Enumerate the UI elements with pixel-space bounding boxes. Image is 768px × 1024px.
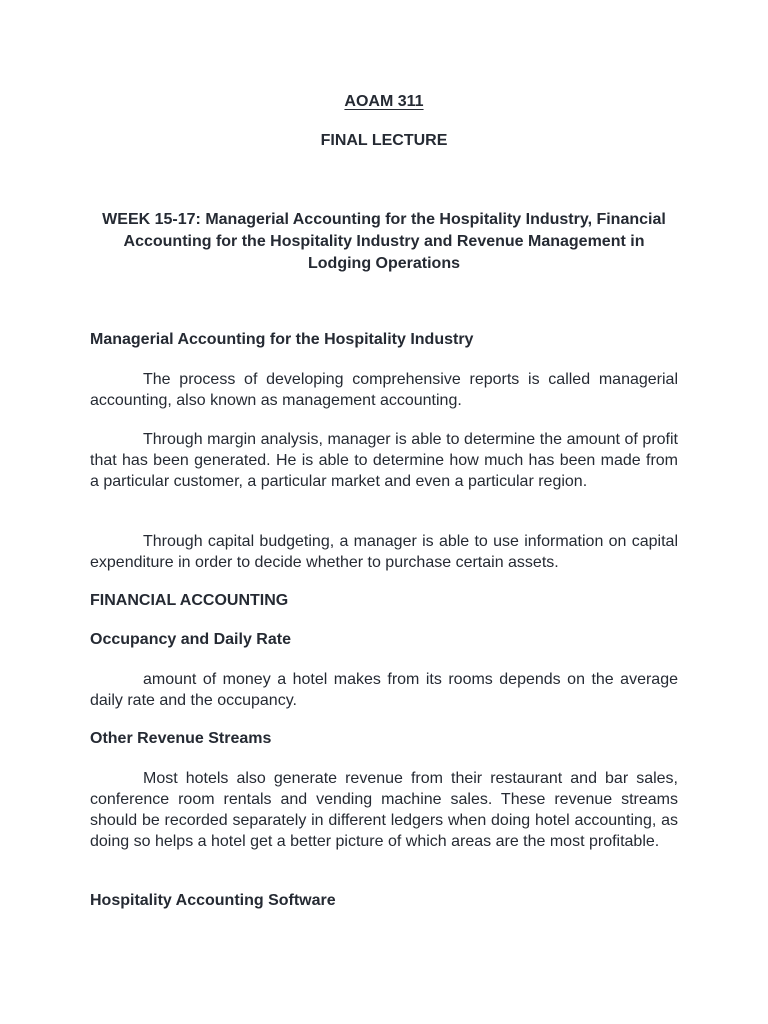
section-heading-occupancy: Occupancy and Daily Rate [90, 631, 291, 648]
paragraph-managerial-definition: The process of developing comprehensive reports is called managerial accounting, also known as management accounting. [90, 371, 678, 409]
section-heading-managerial: Managerial Accounting for the Hospitality Industry [90, 331, 474, 348]
paragraph-occupancy: amount of money a hotel makes from its rooms depends on the average daily rate and the occupancy. [90, 671, 678, 709]
section-heading-software: Hospitality Accounting Software [90, 892, 336, 909]
section-heading-other-revenue: Other Revenue Streams [90, 730, 272, 747]
paragraph-margin-analysis: Through margin analysis, manager is able to determine the amount of profit that has been generated. He is able to determine how much has been made from a particular customer, a particular market and even a particular region. [90, 431, 678, 490]
paragraph-other-revenue: Most hotels also generate revenue from their restaurant and bar sales, conference room rentals and vending machine sales. These revenue streams should be recorded separately in different ledgers when doing hotel accounting, as doing so helps a hotel get a better picture of which areas are the most profitable. [90, 770, 678, 850]
week-title: WEEK 15-17: Managerial Accounting for the Hospitality Industry, Financial Accounting for the Hospitality Industry and Revenue Management in Lodging Operations [102, 211, 666, 272]
course-code: AOAM 311 [344, 93, 424, 110]
lecture-title: FINAL LECTURE [320, 132, 448, 149]
paragraph-capital-budgeting: Through capital budgeting, a manager is able to use information on capital expenditure in order to decide whether to purchase certain assets. [90, 533, 678, 571]
section-heading-financial: FINANCIAL ACCOUNTING [90, 592, 289, 609]
